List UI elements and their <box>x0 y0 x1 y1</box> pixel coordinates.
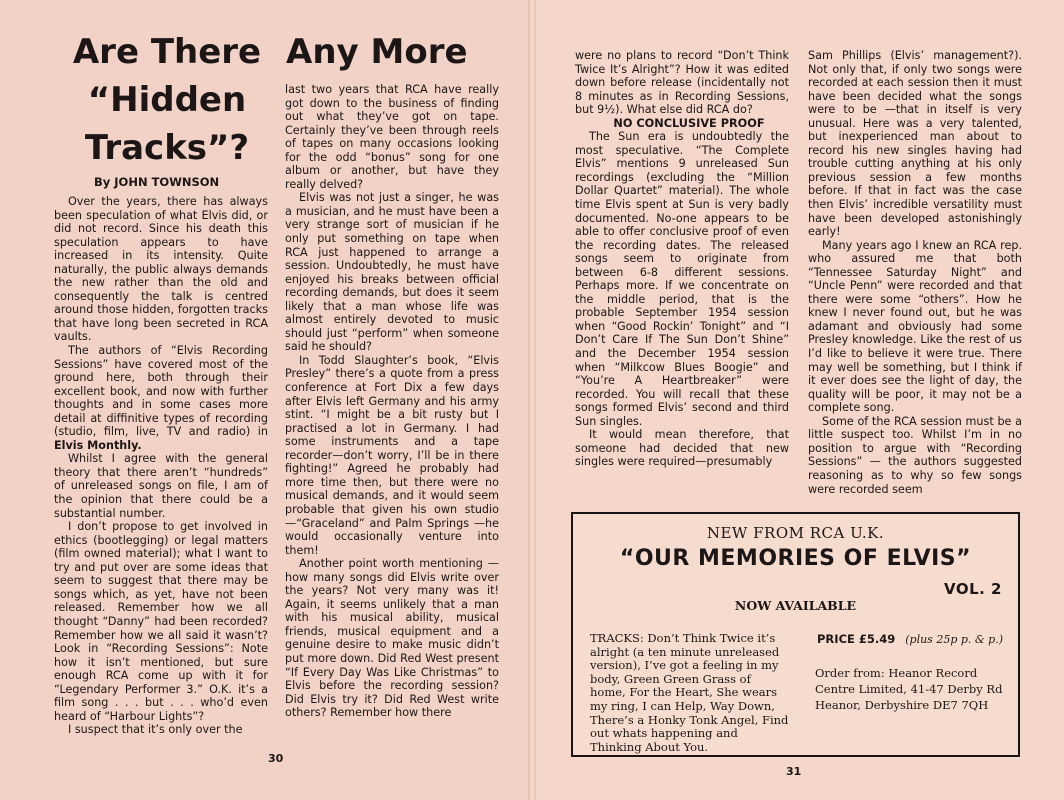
paragraph: I suspect that it’s only over the <box>68 723 243 737</box>
ad-order-address: Order from: Heanor Record Centre Limited, 41-47 Derby Rd Heanor, Derbyshire DE7 7QH <box>815 666 1003 712</box>
article-column-4 <box>808 49 1022 496</box>
paragraph: The authors of “Elvis Recording Sessions” have covered most of the ground here, both through their excellent book, and now with further thoughts and in some cases more detail at diffinitive types of recording (studio, film, live, TV and radio) in Elvis Monthly. <box>54 344 268 452</box>
subheading: NO CONCLUSIVE PROOF <box>613 116 765 130</box>
headline-block <box>52 28 282 172</box>
byline: By JOHN TOWNSON <box>94 175 220 189</box>
page-number-right: 31 <box>786 765 802 778</box>
paragraph: I don’t propose to get involved in ethics (bootlegging) or legal matters (film owned material); what I want to try and put over are some ideas that seem to suggest that there may be songs which, as yet, have not been released. Remember how we all thought “Danny” had been recorded? Remember how we all said it wasn’t? Look in “Recording Sessions”: Note how it isn’t mentioned, but sure enough RCA come up with it for “Legendary Performer 3.” O.K. it’s a film song . . . but . . . who’d even heard of “Harbour Lights”? <box>54 520 268 723</box>
headline-line3: Tracks”? <box>84 128 250 168</box>
paragraph: The Sun era is undoubtedly the most speculative. “The Complete Elvis” mentions 9 unreleased Sun recordings (excluding the “Million Dollar Quartet” material). The whole time Elvis spent at Sun is very badly documented. No-one appears to be able to offer conclusive proof of even the recording dates. The released songs seem to originate from between 6-8 different sessions. Perhaps more. If we concentrate on the middle period, that is the probable September 1954 session when “Good Rockin’ Tonight” and “I Don’t Care If The Sun Don’t Shine” and the December 1954 session when “Milkcow Blues Boogie” and “You’re A Heartbreaker” were recorded. You will recall that these songs formed Elvis’ second and third Sun singles. <box>575 130 789 428</box>
ad-track-list: TRACKS: Don’t Think Twice it’s alright (a ten minute unreleased version), I’ve got a feeling in my body, Green Green Grass of home, For the Heart, She wears my ring, I can Help, Way Down, There’s a Honky Tonk Angel, Find out whats happening and Thinking About You. <box>590 631 789 754</box>
article-column-2 <box>285 83 499 720</box>
ad-volume: VOL. 2 <box>943 580 1002 598</box>
article-column-1 <box>54 195 268 737</box>
ad-price-label: PRICE £5.49 <box>817 632 896 646</box>
headline-line1-left: Are There <box>72 32 262 72</box>
page-number-left: 30 <box>268 752 284 765</box>
ad-album-title: “OUR MEMORIES OF ELVIS” <box>619 546 972 571</box>
headline-line2: “Hidden <box>87 80 247 120</box>
article-column-3 <box>575 49 789 469</box>
paragraph: Some of the RCA session must be a little suspect too. Whilst I’m in no position to argue with “Recording Sessions” — the authors suggested reasoning as to why so few songs were recorded seem <box>808 414 1022 496</box>
page-gutter <box>528 0 536 800</box>
paragraph: Sam Phillips (Elvis’ management?). Not only that, if only two songs were recorded at each session then it must have been decided what the songs were to be —that in itself is very unusual. Here was a very talented, but inexperienced man about to record his new singles having had trouble cutting anything at his only previous session a few months before. If that in fact was the case then Elvis’ incredible versatility must have been developed astonishingly early! <box>808 49 1022 239</box>
headline-line1-right: Any More <box>286 32 468 72</box>
ad-price-note: (plus 25p p. & p.) <box>905 633 1004 646</box>
rca-advertisement <box>571 512 1020 757</box>
paragraph: were no plans to record “Don’t Think Twice It’s Alright”? How it was edited down before release (incidentally not 8 minutes as in Recording Sessions, but 9½). What else did RCA do? <box>575 49 789 117</box>
paragraph: In Todd Slaughter’s book, “Elvis Presley” there’s a quote from a press conference at Fort Dix a few days after Elvis left Germany and his army stint. “I might be a bit rusty but I practised a lot in Germany. I had some instruments and a tape recorder—don’t worry, I’ll be in there fighting!” Agreed he probably had more time then, but there were no musical demands, and it would seem probable that given his own studio —“Graceland” and Palm Springs —he would occasionally venture into them! <box>285 353 499 557</box>
paragraph: Over the years, there has always been speculation of what Elvis did, or did not record. Since his death this speculation appears to have increased in its intensity. Quite naturally, the public always demands the new rather than the old and consequently the talk is centred around those hidden, forgotten tracks that have long been secreted in RCA vaults. <box>54 195 268 344</box>
paragraph: last two years that RCA have really got down to the business of finding out what they’ve got on tape. Certainly they’ve been through reels of tapes on many occasions looking for the odd “bonus” song for one album or another, but have they really delved? <box>285 83 499 191</box>
elvis-monthly-bold: Elvis Monthly. <box>54 438 142 452</box>
ad-price <box>817 632 1003 646</box>
paragraph: Elvis was not just a singer, he was a musician, and he must have been a very strange sort of musician if he only put something on tape when RCA just happened to arrange a session. Undoubtedly, he must have enjoyed his breaks between official recording demands, but does it seem likely that a man whose life was almost entirely devoted to music should just “perform” when someone said he should? <box>285 191 499 354</box>
paragraph: It would mean therefore, that someone had decided that new singles were required—presumably <box>575 428 789 469</box>
ad-now-available: NOW AVAILABLE <box>734 598 857 613</box>
ad-new-from: NEW FROM RCA U.K. <box>706 524 885 542</box>
paragraph: Whilst I agree with the general theory that there aren’t “hundreds” of unreleased songs on file, I am of the opinion that there could be a substantial number. <box>54 452 268 520</box>
paragraph: Many years ago I knew an RCA rep. who assured me that both “Tennessee Saturday Night” and “Uncle Penn” were recorded and that there were some “others”. How he knew I never found out, but he was adamant and obviously had some Presley knowledge. Like the rest of us I’d like to believe it were true. There may well be something, but I think if it ever does see the light of day, the quality will be poor, it may not be a complete song. <box>808 238 1022 415</box>
paragraph: Another point worth mentioning —how many songs did Elvis write over the years? Not very many was it! Again, it seems unlikely that a man with his musical ability, musical friends, musical equipment and a genuine desire to make music didn’t put more down. Did Red West present “If Every Day Was Like Christmas” to Elvis before the recording session? Did Elvis try it? Did Red West write others? Remember how there <box>285 557 499 720</box>
